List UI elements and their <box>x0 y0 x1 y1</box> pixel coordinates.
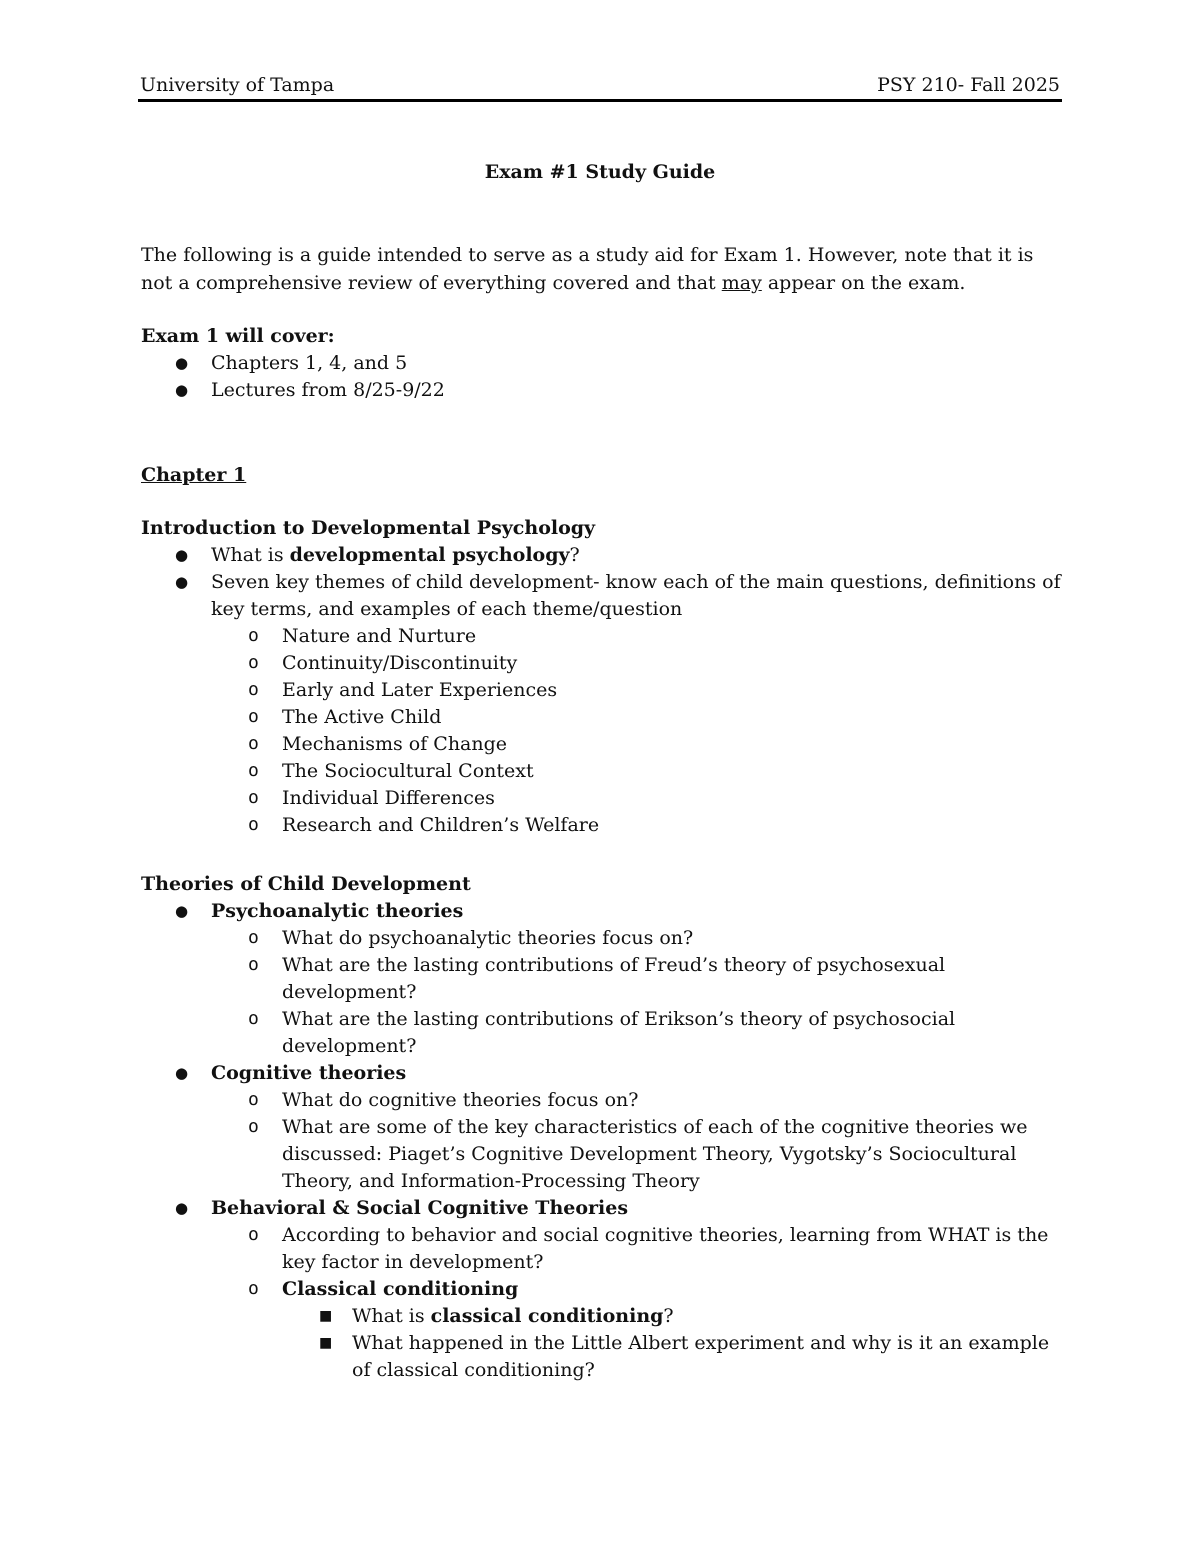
intro-text-underlined: may <box>721 272 762 294</box>
circle-bullet-icon: o <box>248 787 259 808</box>
list-item <box>141 1195 1066 1222</box>
square-bullet-icon: ■ <box>319 1335 333 1351</box>
key-term: classical conditioning <box>430 1305 664 1327</box>
list-item-text: Lectures from 8/25-9/22 <box>211 379 445 401</box>
list-item-text: ? <box>569 544 580 566</box>
coverage-heading: Exam 1 will cover: <box>141 325 335 347</box>
list-item-text: Continuity/Discontinuity <box>282 652 518 674</box>
bullet-icon: ● <box>175 573 189 591</box>
list-item-text: Individual Differences <box>282 787 495 809</box>
bullet-icon: ● <box>175 546 189 564</box>
list-item-text: What do cognitive theories focus on? <box>282 1089 639 1111</box>
list-item <box>141 1114 1066 1195</box>
list-item-text: The Active Child <box>282 706 442 728</box>
circle-bullet-icon: o <box>248 927 259 948</box>
intro-text-before: The following is a guide intended to serve as a study aid for Exam 1. However, note that it is not a comprehensive review of everything covered and that <box>141 244 1034 294</box>
circle-bullet-icon: o <box>248 1116 259 1137</box>
list-item-text: Early and Later Experiences <box>282 679 558 701</box>
theory-label: Behavioral & Social Cognitive Theories <box>211 1197 629 1219</box>
list-item <box>141 952 1066 1006</box>
intro-text-after: appear on the exam. <box>761 272 966 294</box>
list-item-text: What are the lasting contributions of Freud’s theory of psychosexual development? <box>282 954 946 1003</box>
list-item <box>141 377 1066 404</box>
list-item <box>141 1087 1066 1114</box>
coverage-list <box>141 350 1066 404</box>
list-item <box>141 785 1066 812</box>
circle-bullet-icon: o <box>248 652 259 673</box>
list-item <box>141 1303 1066 1330</box>
list-item-text: Research and Children’s Welfare <box>282 814 600 836</box>
circle-bullet-icon: o <box>248 1224 259 1245</box>
list-item-text: According to behavior and social cognitive theories, learning from WHAT is the key factor in development? <box>282 1224 1049 1273</box>
intro-dev-psych-list <box>141 542 1066 839</box>
header-rule <box>138 99 1062 102</box>
theory-label: Cognitive theories <box>211 1062 407 1084</box>
list-item-text: The Sociocultural Context <box>282 760 534 782</box>
list-item <box>141 812 1066 839</box>
list-item <box>141 542 1066 569</box>
bullet-icon: ● <box>175 381 189 399</box>
document-title: Exam #1 Study Guide <box>484 161 716 183</box>
intro-paragraph <box>141 241 1066 297</box>
header-course: PSY 210- Fall 2025 <box>877 74 1060 96</box>
circle-bullet-icon: o <box>248 625 259 646</box>
list-item-text: Nature and Nurture <box>282 625 477 647</box>
circle-bullet-icon: o <box>248 706 259 727</box>
list-item-text: Seven key themes of child development- know each of the main questions, definitions of key terms, and examples of each theme/question <box>211 571 1061 620</box>
list-item <box>141 1222 1066 1276</box>
theory-label: Classical conditioning <box>282 1278 519 1300</box>
page-header <box>138 72 1062 106</box>
header-institution: University of Tampa <box>140 74 335 96</box>
list-item-text: Mechanisms of Change <box>282 733 508 755</box>
theories-section <box>141 870 1066 1384</box>
bullet-icon: ● <box>175 1064 189 1082</box>
circle-bullet-icon: o <box>248 954 259 975</box>
list-item-text: ? <box>663 1305 674 1327</box>
list-item <box>141 1330 1066 1384</box>
list-item-text: What are the lasting contributions of Erikson’s theory of psychosocial development? <box>282 1008 956 1057</box>
theories-heading: Theories of Child Development <box>141 873 471 895</box>
list-item <box>141 1276 1066 1303</box>
intro-dev-psych-section <box>141 514 1066 839</box>
circle-bullet-icon: o <box>248 760 259 781</box>
list-item-text: What are some of the key characteristics of each of the cognitive theories we discussed: Piaget’s Cognitive Development Theory, Vygotsky’s Sociocultural Theory, and Information-Processing Theory <box>282 1116 1028 1192</box>
list-item <box>141 898 1066 925</box>
key-term: developmental psychology <box>289 544 570 566</box>
chapter-1-heading: Chapter 1 <box>141 464 247 486</box>
bullet-icon: ● <box>175 1199 189 1217</box>
list-item-text: What happened in the Little Albert experiment and why is it an example of classical conditioning? <box>352 1332 1050 1381</box>
list-item <box>141 569 1066 623</box>
list-item <box>141 623 1066 650</box>
intro-dev-psych-heading: Introduction to Developmental Psychology <box>141 517 596 539</box>
list-item-text: What is <box>352 1305 431 1327</box>
list-item <box>141 350 1066 377</box>
circle-bullet-icon: o <box>248 814 259 835</box>
bullet-icon: ● <box>175 902 189 920</box>
list-item <box>141 1006 1066 1060</box>
bullet-icon: ● <box>175 354 189 372</box>
circle-bullet-icon: o <box>248 1089 259 1110</box>
circle-bullet-icon: o <box>248 1278 259 1299</box>
list-item-text: Chapters 1, 4, and 5 <box>211 352 408 374</box>
theories-list <box>141 898 1066 1384</box>
list-item <box>141 677 1066 704</box>
list-item <box>141 758 1066 785</box>
list-item <box>141 704 1066 731</box>
list-item <box>141 925 1066 952</box>
circle-bullet-icon: o <box>248 733 259 754</box>
list-item <box>141 650 1066 677</box>
list-item-text: What do psychoanalytic theories focus on? <box>282 927 694 949</box>
theory-label: Psychoanalytic theories <box>211 900 464 922</box>
list-item-text: What is <box>211 544 290 566</box>
coverage-section <box>141 322 1066 404</box>
circle-bullet-icon: o <box>248 679 259 700</box>
list-item <box>141 1060 1066 1087</box>
circle-bullet-icon: o <box>248 1008 259 1029</box>
list-item <box>141 731 1066 758</box>
chapter-1-section <box>141 461 1066 489</box>
square-bullet-icon: ■ <box>319 1308 333 1324</box>
